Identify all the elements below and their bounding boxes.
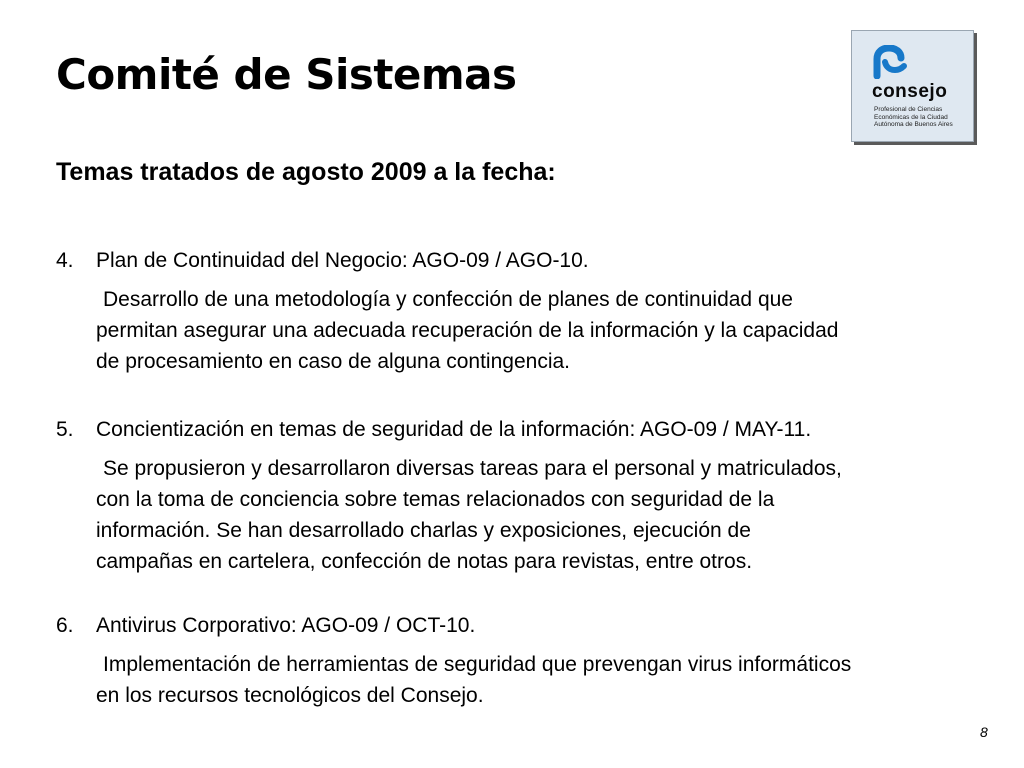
- topic-number: 4.: [56, 249, 74, 272]
- topic-item: [56, 245, 1016, 377]
- topic-number: 6.: [56, 614, 74, 637]
- topic-item: [56, 414, 1016, 577]
- topic-number: 5.: [56, 418, 74, 441]
- slide-subtitle: Temas tratados de agosto 2009 a la fecha:: [56, 158, 556, 186]
- slide-title: Comité de Sistemas: [56, 50, 517, 99]
- topic-title: Concientización en temas de seguridad de la información: AGO-09 / MAY-11.: [96, 418, 812, 441]
- topic-title: Antivirus Corporativo: AGO-09 / OCT-10.: [96, 614, 476, 637]
- topic-description: Implementación de herramientas de seguridad que prevengan virus informáticos en los recursos tecnológicos del Consejo.: [96, 653, 852, 707]
- topic-heading: [56, 414, 1016, 445]
- topic-heading: [56, 610, 1016, 641]
- consejo-logo-icon: [872, 45, 908, 79]
- topic-description: Desarrollo de una metodología y confección de planes de continuidad que permitan asegurar una adecuada recuperación de la información y la capacidad de procesamiento en caso de alguna contingencia.: [96, 288, 839, 373]
- logo-caption: Profesional de Ciencias Económicas de la Ciudad Autónoma de Buenos Aires: [874, 106, 953, 128]
- page-number: 8: [980, 724, 988, 740]
- logo-wordmark: consejo: [872, 81, 948, 102]
- topic-heading: [56, 245, 1016, 276]
- topic-item: [56, 610, 1016, 711]
- consejo-logo: [851, 30, 974, 142]
- topic-description: Se propusieron y desarrollaron diversas tareas para el personal y matriculados, con la toma de conciencia sobre temas relacionados con seguridad de la información. Se han desarrollado charlas y exposiciones, ejecución de campañas en cartelera, confección de notas para revistas, entre otros.: [96, 457, 842, 573]
- topic-title: Plan de Continuidad del Negocio: AGO-09 / AGO-10.: [96, 249, 589, 272]
